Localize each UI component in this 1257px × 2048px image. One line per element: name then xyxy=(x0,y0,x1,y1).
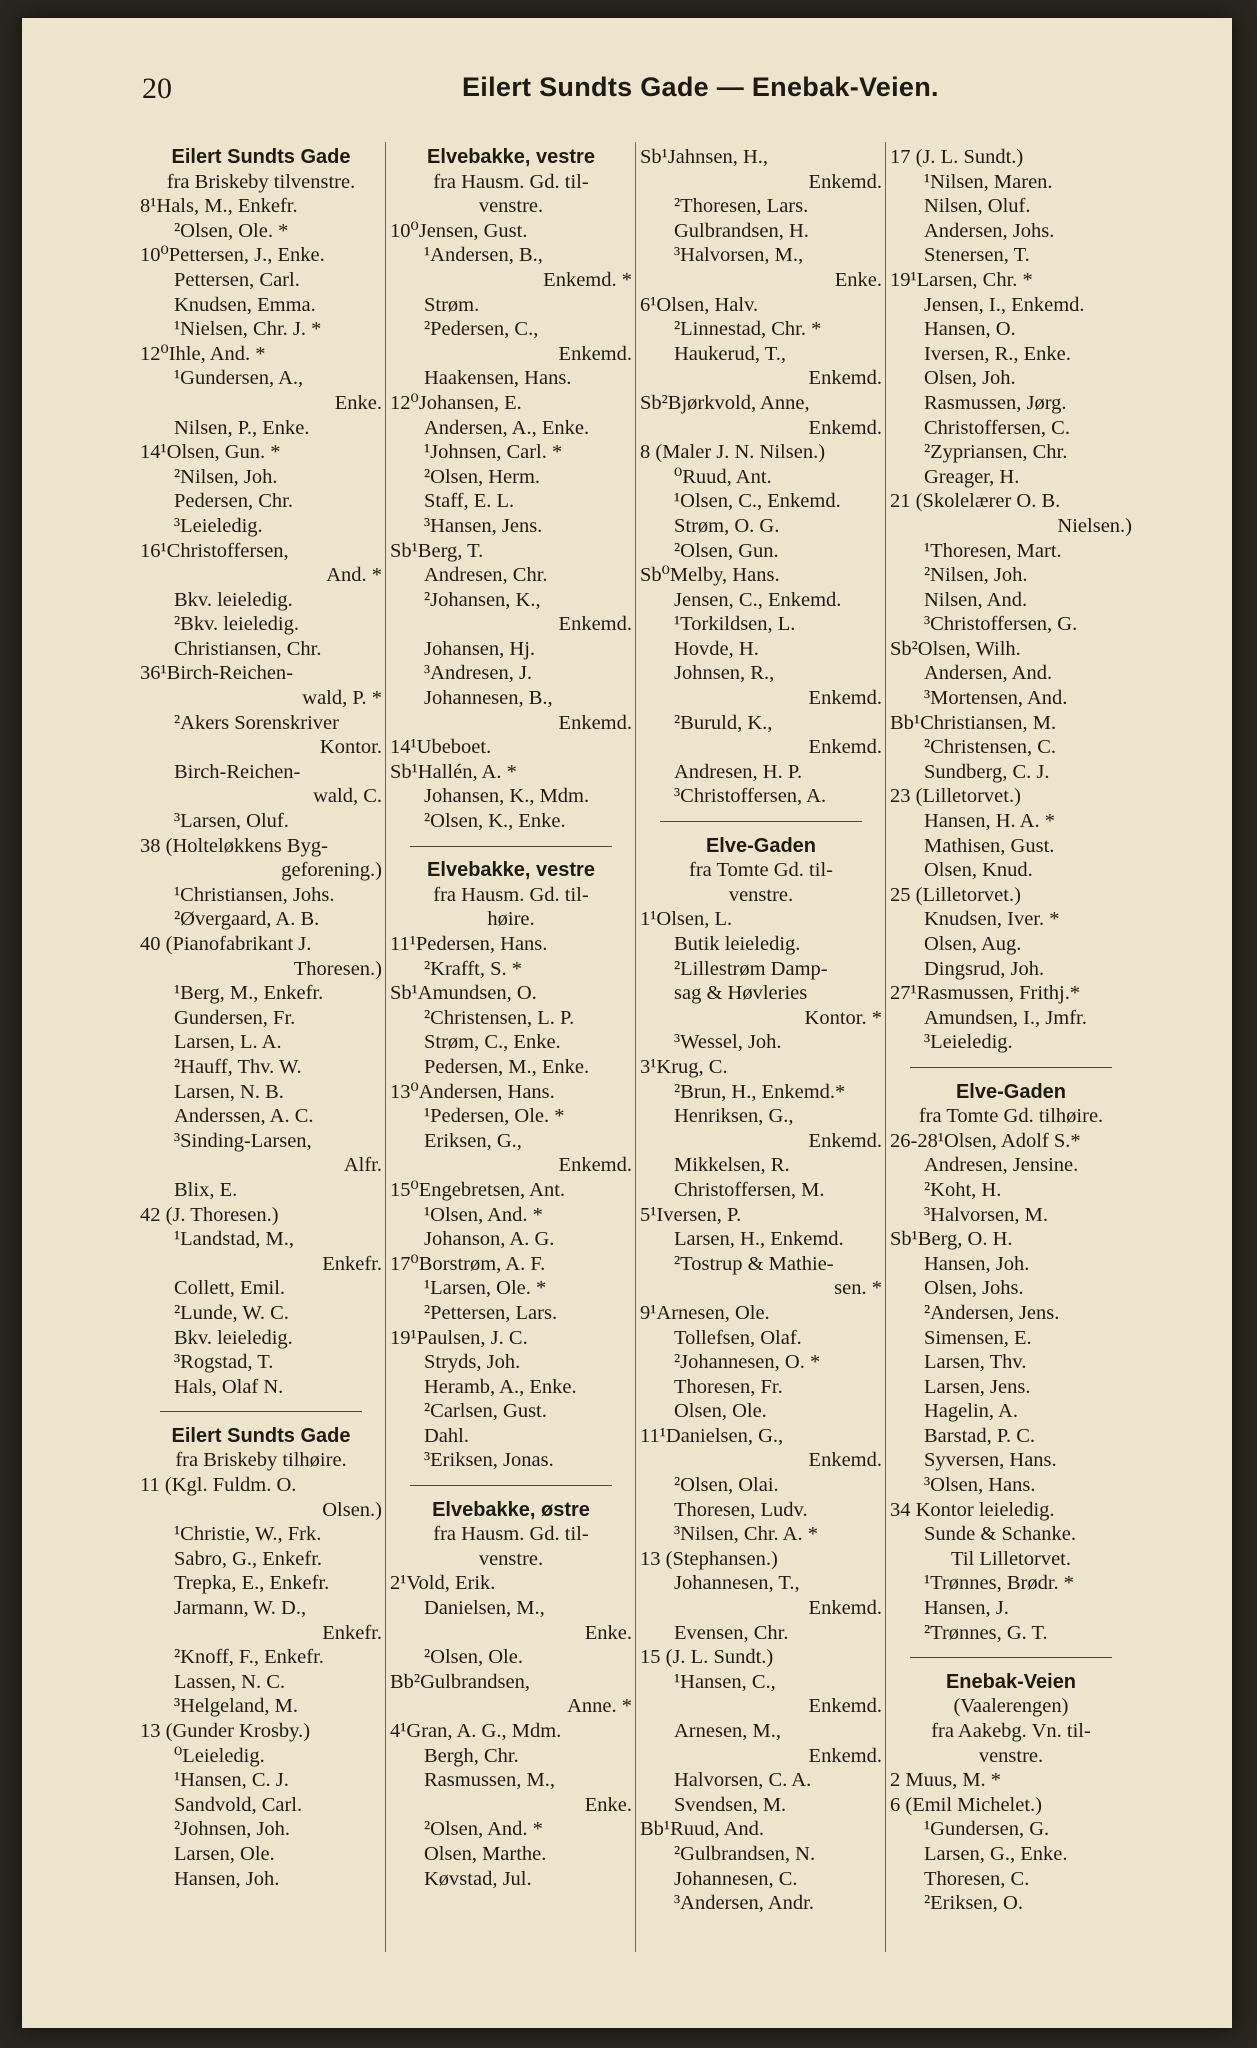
resident-entry: Christiansen, Chr. xyxy=(174,637,322,660)
resident-entry: ²Eriksen, O. xyxy=(924,1892,1023,1915)
address-entry: 12⁰Ihle, And. * xyxy=(140,342,266,365)
resident-entry: Hagelin, A. xyxy=(924,1400,1018,1423)
resident-entry: ³Leieledig. xyxy=(924,1031,1013,1054)
section-separator xyxy=(140,1399,382,1424)
resident-entry: ²Lunde, W. C. xyxy=(174,1301,289,1324)
address-entry: 3¹Krug, C. xyxy=(640,1055,728,1078)
resident-entry: Andresen, H. P. xyxy=(674,760,803,783)
resident-entry: ²Olsen, Herm. xyxy=(424,465,541,488)
resident-entry: ²Bkv. leieledig. xyxy=(174,613,299,636)
street-heading: Eilert Sundts Gade xyxy=(171,1424,351,1447)
resident-entry: ²Johnsen, Joh. xyxy=(174,1818,291,1841)
resident-entry: ¹Gundersen, A., xyxy=(174,367,304,390)
resident-entry: Henriksen, G., xyxy=(674,1105,794,1128)
resident-entry: Hovde, H. xyxy=(674,637,759,660)
resident-entry: Mikkelsen, R. xyxy=(674,1154,790,1177)
street-direction: venstre. xyxy=(478,1547,544,1570)
resident-entry: Andersen, Johs. xyxy=(924,219,1055,242)
entry-continuation: Enkemd. xyxy=(808,367,882,390)
street-direction: fra Aakebg. Vn. til- xyxy=(931,1720,1091,1742)
address-entry: 13⁰Andersen, Hans. xyxy=(390,1080,555,1103)
resident-entry: ²Olsen, Olai. xyxy=(674,1474,779,1497)
resident-entry: Thoresen, C. xyxy=(924,1867,1030,1890)
resident-entry: Sandvold, Carl. xyxy=(174,1793,303,1816)
resident-entry: Knudsen, Emma. xyxy=(174,293,316,316)
resident-entry: ²Krafft, S. * xyxy=(424,957,523,980)
resident-entry: Nilsen, P., Enke. xyxy=(174,416,310,439)
address-entry: Bb¹Ruud, And. xyxy=(640,1818,765,1841)
resident-entry: ²Johannesen, O. * xyxy=(674,1351,821,1374)
resident-entry: ²Olsen, Ole. * xyxy=(174,219,289,242)
resident-entry: Larsen, H., Enkemd. xyxy=(674,1228,844,1251)
resident-entry: Thoresen, Ludv. xyxy=(674,1498,808,1521)
resident-entry: ¹Olsen, C., Enkemd. xyxy=(674,490,841,513)
resident-entry: Butik leieledig. xyxy=(674,933,801,955)
resident-entry: ²Olsen, K., Enke. xyxy=(424,810,566,833)
address-entry: 40 (Pianofabrikant J. xyxy=(140,933,312,955)
resident-entry: ¹Andersen, B., xyxy=(424,244,543,267)
resident-entry: Johansen, K., Mdm. xyxy=(424,785,590,808)
street-direction: Til Lilletorvet. xyxy=(951,1547,1071,1570)
street-direction: venstre. xyxy=(728,883,794,906)
entry-continuation: Anne. * xyxy=(567,1695,632,1718)
resident-entry: ¹Trønnes, Brødr. * xyxy=(924,1572,1075,1595)
resident-entry: Sundberg, C. J. xyxy=(924,760,1050,783)
resident-entry: ²Olsen, Gun. xyxy=(674,539,779,562)
entry-continuation: Enkefr. xyxy=(322,1621,382,1644)
resident-entry: Johnsen, R., xyxy=(674,662,775,685)
resident-entry: Lassen, N. C. xyxy=(174,1670,286,1693)
resident-entry: Strøm, O. G. xyxy=(674,514,780,537)
resident-entry: Bkv. leieledig. xyxy=(174,588,293,611)
resident-entry: ²Brun, H., Enkemd.* xyxy=(674,1080,846,1103)
resident-entry: ²Nilsen, Joh. xyxy=(174,465,278,488)
address-entry: 11 (Kgl. Fuldm. O. xyxy=(140,1474,297,1497)
address-entry: Bb²Gulbrandsen, xyxy=(390,1670,530,1693)
street-heading: Elve-Gaden xyxy=(955,1080,1067,1103)
resident-entry: ²Buruld, K., xyxy=(674,711,773,734)
resident-entry: Olsen, Knud. xyxy=(924,859,1033,882)
resident-entry: ²Olsen, And. * xyxy=(424,1818,543,1841)
resident-entry: Pettersen, Carl. xyxy=(174,268,300,291)
entry-continuation: Enkemd. xyxy=(808,1744,882,1767)
resident-entry: ²Gulbrandsen, N. xyxy=(674,1842,816,1865)
resident-entry: Andersen, And. xyxy=(924,662,1053,685)
running-title: Eilert Sundts Gade — Enebak-Veien. xyxy=(462,72,939,102)
resident-entry: Johanson, A. G. xyxy=(424,1228,555,1251)
entry-continuation: wald, C. xyxy=(313,785,382,808)
resident-entry: ¹Landstad, M., xyxy=(174,1228,295,1251)
entry-continuation: Alfr. xyxy=(343,1154,382,1177)
entry-continuation: Thoresen.) xyxy=(293,957,382,980)
entry-continuation: Enkemd. * xyxy=(543,268,632,291)
resident-entry: ²Christensen, C. xyxy=(924,736,1056,759)
resident-entry: ¹Olsen, And. * xyxy=(424,1203,543,1226)
address-entry: 5¹Iversen, P. xyxy=(640,1203,742,1226)
resident-entry: ¹Pedersen, Ole. * xyxy=(424,1105,565,1128)
resident-entry: ³Andresen, J. xyxy=(424,662,533,685)
resident-entry: ³Mortensen, And. xyxy=(924,687,1068,710)
resident-entry: ²Thoresen, Lars. xyxy=(674,195,809,218)
street-direction: (Vaalerengen) xyxy=(953,1695,1069,1718)
address-entry: 12⁰Johansen, E. xyxy=(390,391,522,414)
address-entry: 14¹Ubeboet. xyxy=(390,736,492,759)
resident-entry: ³Nilsen, Chr. A. * xyxy=(674,1523,818,1546)
resident-entry: Heramb, A., Enke. xyxy=(424,1375,577,1398)
resident-entry: Køvstad, Jul. xyxy=(424,1867,532,1890)
address-entry: 42 (J. Thoresen.) xyxy=(140,1203,279,1226)
address-entry: 10⁰Pettersen, J., Enke. xyxy=(140,244,325,267)
address-entry: 11¹Danielsen, G., xyxy=(640,1424,784,1447)
resident-entry: Johannesen, T., xyxy=(674,1572,800,1595)
resident-entry: ³Olsen, Hans. xyxy=(924,1474,1036,1497)
street-heading: Elvebakke, østre xyxy=(432,1498,590,1521)
resident-entry: ²Øvergaard, A. B. xyxy=(174,908,320,931)
address-entry: 16¹Christoffersen, xyxy=(140,539,289,562)
column-3 xyxy=(640,145,882,2005)
resident-entry: ¹Nilsen, Maren. xyxy=(924,170,1053,193)
resident-entry: ¹Berg, M., Enkefr. xyxy=(174,982,324,1005)
entry-continuation: And. * xyxy=(326,564,382,587)
street-direction: høire. xyxy=(487,908,535,931)
resident-entry: Strøm, C., Enke. xyxy=(424,1031,561,1054)
resident-entry: Dingsrud, Joh. xyxy=(924,957,1045,980)
resident-entry: Knudsen, Iver. * xyxy=(924,908,1060,931)
page-header xyxy=(122,66,1122,116)
resident-entry: ²Andersen, Jens. xyxy=(924,1301,1060,1324)
resident-entry: Evensen, Chr. xyxy=(674,1621,789,1644)
resident-entry: Hansen, O. xyxy=(924,318,1016,341)
resident-entry: ²Koht, H. xyxy=(924,1178,1002,1201)
resident-entry: Jensen, C., Enkemd. xyxy=(674,588,842,611)
resident-entry: Hansen, Joh. xyxy=(924,1252,1030,1275)
resident-entry: Bergh, Chr. xyxy=(424,1744,519,1767)
resident-entry: ²Johansen, K., xyxy=(424,588,541,611)
address-entry: 2¹Vold, Erik. xyxy=(390,1572,496,1595)
address-entry: 19¹Paulsen, J. C. xyxy=(390,1326,528,1349)
resident-entry: Collett, Emil. xyxy=(174,1277,286,1300)
resident-entry: ¹Nielsen, Chr. J. * xyxy=(174,318,322,341)
resident-entry: ²Hauff, Thv. W. xyxy=(174,1055,302,1078)
resident-entry: ²Tostrup & Mathie- xyxy=(674,1252,834,1275)
resident-entry: Larsen, Ole. xyxy=(174,1842,275,1865)
resident-entry: Andresen, Chr. xyxy=(424,564,548,587)
address-entry: 13 (Gunder Krosby.) xyxy=(140,1720,311,1742)
resident-entry: Andresen, Jensine. xyxy=(924,1154,1079,1177)
address-entry: 17⁰Borstrøm, A. F. xyxy=(390,1252,546,1275)
entry-continuation: wald, P. * xyxy=(302,687,382,710)
resident-entry: Bkv. leieledig. xyxy=(174,1326,293,1349)
resident-entry: ²Trønnes, G. T. xyxy=(924,1621,1048,1644)
resident-entry: ³Sinding-Larsen, xyxy=(174,1129,312,1152)
address-entry: 27¹Rasmussen, Frithj.* xyxy=(890,982,1081,1005)
resident-entry: Rasmussen, Jørg. xyxy=(924,391,1067,414)
resident-entry: ²Zypriansen, Chr. xyxy=(924,441,1068,464)
street-direction: fra Tomte Gd. tilhøire. xyxy=(918,1105,1104,1128)
resident-entry: Amundsen, I., Jmfr. xyxy=(924,1006,1087,1029)
street-direction: venstre. xyxy=(478,195,544,218)
resident-entry: ²Linnestad, Chr. * xyxy=(674,318,822,341)
resident-entry: Nilsen, Oluf. xyxy=(924,195,1031,218)
resident-entry: ¹Hansen, C., xyxy=(674,1670,776,1693)
resident-entry: ¹Thoresen, Mart. xyxy=(924,539,1062,562)
address-entry: Sb¹Berg, T. xyxy=(390,539,484,562)
street-direction: fra Hausm. Gd. til- xyxy=(433,883,589,906)
resident-entry: ³Hansen, Jens. xyxy=(424,514,543,537)
entry-continuation: Enke. xyxy=(834,268,882,291)
resident-entry: Andersen, A., Enke. xyxy=(424,416,590,439)
entry-continuation: Nielsen.) xyxy=(1057,514,1132,537)
resident-entry: Olsen, Ole. xyxy=(674,1400,767,1423)
entry-continuation: Enkemd. xyxy=(808,1129,882,1152)
resident-entry: Larsen, G., Enke. xyxy=(924,1842,1068,1865)
resident-entry: Larsen, L. A. xyxy=(174,1031,282,1054)
street-heading: Elvebakke, vestre xyxy=(427,859,595,882)
resident-entry: Sabro, G., Enkefr. xyxy=(174,1547,323,1570)
resident-entry: Strøm. xyxy=(424,293,480,316)
entry-continuation: Enkemd. xyxy=(808,416,882,439)
resident-entry: Olsen, Aug. xyxy=(924,933,1022,955)
street-direction: fra Briskeby tilvenstre. xyxy=(166,170,356,193)
resident-entry: Dahl. xyxy=(424,1424,469,1447)
entry-continuation: Enkemd. xyxy=(558,613,632,636)
street-heading: Elve-Gaden xyxy=(705,834,817,857)
address-entry: 23 (Lilletorvet.) xyxy=(890,785,1021,808)
resident-entry: Sunde & Schanke. xyxy=(924,1523,1077,1546)
address-entry: 8¹Hals, M., Enkefr. xyxy=(140,195,298,218)
resident-entry: Simensen, E. xyxy=(924,1326,1032,1349)
address-entry: Sb²Bjørkvold, Anne, xyxy=(640,391,810,414)
resident-entry: ³Halvorsen, M., xyxy=(674,244,804,267)
address-entry: 6 (Emil Michelet.) xyxy=(890,1793,1042,1816)
resident-entry: Hansen, Joh. xyxy=(174,1867,280,1890)
entry-continuation: Kontor. * xyxy=(804,1006,882,1029)
address-entry: 36¹Birch-Reichen- xyxy=(140,662,294,685)
resident-entry: Barstad, P. C. xyxy=(924,1424,1036,1447)
entry-continuation: geforening.) xyxy=(281,859,382,882)
resident-entry: ¹Johnsen, Carl. * xyxy=(424,441,563,464)
resident-entry: Johannesen, B., xyxy=(424,687,553,710)
resident-entry: Pedersen, Chr. xyxy=(174,490,293,513)
resident-entry: ³Leieledig. xyxy=(174,514,263,537)
resident-entry: Haakensen, Hans. xyxy=(424,367,572,390)
address-entry: 10⁰Jensen, Gust. xyxy=(390,219,528,242)
resident-entry: ²Pedersen, C., xyxy=(424,318,539,341)
address-entry: Sb¹Jahnsen, H., xyxy=(640,146,769,168)
street-direction: fra Hausm. Gd. til- xyxy=(433,170,589,193)
resident-entry: ²Olsen, Ole. xyxy=(424,1646,523,1669)
resident-entry: ²Pettersen, Lars. xyxy=(424,1301,558,1324)
entry-continuation: Enkemd. xyxy=(558,1154,632,1177)
address-entry: 14¹Olsen, Gun. * xyxy=(140,441,281,464)
address-entry: Sb²Olsen, Wilh. xyxy=(890,637,1021,660)
resident-entry: ¹Hansen, C. J. xyxy=(174,1769,289,1792)
resident-entry: ²Knoff, F., Enkefr. xyxy=(174,1646,324,1669)
address-entry: 21 (Skolelærer O. B. xyxy=(890,490,1061,513)
resident-entry: Stenersen, T. xyxy=(924,244,1030,267)
resident-entry: ³Christoffersen, G. xyxy=(924,613,1078,636)
address-entry: 19¹Larsen, Chr. * xyxy=(890,268,1033,291)
resident-entry: ¹Christie, W., Frk. xyxy=(174,1523,322,1546)
resident-entry: Iversen, R., Enke. xyxy=(924,342,1071,365)
column-4 xyxy=(890,145,1132,2005)
resident-entry: ¹Larsen, Ole. * xyxy=(424,1277,547,1300)
address-entry: Sb¹Hallén, A. * xyxy=(390,760,517,783)
address-entry: 17 (J. L. Sundt.) xyxy=(890,146,1024,168)
resident-entry: Eriksen, G., xyxy=(424,1129,522,1152)
resident-entry: Johansen, Hj. xyxy=(424,637,536,660)
resident-entry: Larsen, Thv. xyxy=(924,1351,1027,1374)
resident-entry: ¹Gundersen, G. xyxy=(924,1818,1050,1841)
entry-continuation: Enkemd. xyxy=(808,1449,882,1472)
entry-continuation: Enke. xyxy=(584,1621,632,1644)
resident-entry: ²Akers Sorenskriver xyxy=(174,711,339,734)
resident-entry: sag & Høvleries xyxy=(674,982,808,1005)
entry-continuation: Enkemd. xyxy=(558,711,632,734)
street-heading: Elvebakke, vestre xyxy=(427,146,595,168)
resident-entry: Johannesen, C. xyxy=(674,1867,798,1890)
resident-entry: Anderssen, A. C. xyxy=(174,1105,314,1128)
resident-entry: Jarmann, W. D., xyxy=(174,1597,307,1620)
address-entry: 34 Kontor leieledig. xyxy=(890,1498,1055,1521)
resident-entry: ²Nilsen, Joh. xyxy=(924,564,1028,587)
section-separator xyxy=(390,834,632,859)
resident-entry: Olsen, Johs. xyxy=(924,1277,1024,1300)
column-divider xyxy=(385,142,386,1952)
resident-entry: Larsen, N. B. xyxy=(174,1080,284,1103)
resident-entry: Haukerud, T., xyxy=(674,342,786,365)
resident-entry: Arnesen, M., xyxy=(674,1720,782,1742)
resident-entry: Syversen, Hans. xyxy=(924,1449,1057,1472)
column-divider xyxy=(635,142,636,1952)
resident-entry: Jensen, I., Enkemd. xyxy=(924,293,1085,316)
address-entry: 4¹Gran, A. G., Mdm. xyxy=(390,1720,562,1742)
resident-entry: Staff, E. L. xyxy=(424,490,515,513)
resident-entry: ⁰Ruud, Ant. xyxy=(674,465,772,488)
resident-entry: Olsen, Joh. xyxy=(924,367,1016,390)
resident-entry: ²Carlsen, Gust. xyxy=(424,1400,547,1423)
resident-entry: Olsen, Marthe. xyxy=(424,1842,547,1865)
address-entry: 9¹Arnesen, Ole. xyxy=(640,1301,770,1324)
resident-entry: ³Andersen, Andr. xyxy=(674,1892,814,1915)
resident-entry: Stryds, Joh. xyxy=(424,1351,521,1374)
resident-entry: Greager, H. xyxy=(924,465,1020,488)
street-heading: Enebak-Veien xyxy=(945,1670,1077,1693)
resident-entry: Halvorsen, C. A. xyxy=(674,1769,812,1792)
address-entry: 15⁰Engebretsen, Ant. xyxy=(390,1178,566,1201)
street-direction: venstre. xyxy=(978,1744,1044,1767)
entry-continuation: Enkemd. xyxy=(808,736,882,759)
resident-entry: ³Halvorsen, M. xyxy=(924,1203,1049,1226)
entry-continuation: Enke. xyxy=(334,391,382,414)
resident-entry: ¹Christiansen, Johs. xyxy=(174,883,335,906)
resident-entry: Gulbrandsen, H. xyxy=(674,219,809,242)
resident-entry: ¹Torkildsen, L. xyxy=(674,613,796,636)
entry-continuation: Enkemd. xyxy=(808,687,882,710)
address-entry: 38 (Holteløkkens Byg- xyxy=(140,834,328,857)
entry-continuation: Enkefr. xyxy=(322,1252,382,1275)
address-entry: 2 Muus, M. * xyxy=(890,1769,1002,1792)
resident-entry: ³Eriksen, Jonas. xyxy=(424,1449,554,1472)
street-direction: fra Briskeby tilhøire. xyxy=(175,1449,347,1472)
resident-entry: Hansen, H. A. * xyxy=(924,810,1055,833)
address-entry: 13 (Stephansen.) xyxy=(640,1547,778,1570)
resident-entry: ³Christoffersen, A. xyxy=(674,785,827,808)
address-entry: 11¹Pedersen, Hans. xyxy=(390,933,548,955)
section-separator xyxy=(890,1645,1132,1670)
column-divider xyxy=(885,142,886,1952)
column-2 xyxy=(390,145,632,2005)
resident-entry: ³Larsen, Oluf. xyxy=(174,810,289,833)
resident-entry: Gundersen, Fr. xyxy=(174,1006,296,1029)
address-entry: 6¹Olsen, Halv. xyxy=(640,293,759,316)
address-entry: 26-28¹Olsen, Adolf S.* xyxy=(890,1129,1081,1152)
resident-entry: Svendsen, M. xyxy=(674,1793,787,1816)
resident-entry: ³Helgeland, M. xyxy=(174,1695,298,1718)
address-entry: Sb⁰Melby, Hans. xyxy=(640,564,780,587)
resident-entry: ²Christensen, L. P. xyxy=(424,1006,575,1029)
resident-entry: Birch-Reichen- xyxy=(174,760,301,783)
column-1 xyxy=(140,145,382,2005)
street-direction: fra Hausm. Gd. til- xyxy=(433,1523,589,1546)
resident-entry: Christoffersen, M. xyxy=(674,1178,825,1201)
entry-continuation: Enkemd. xyxy=(808,170,882,193)
entry-continuation: sen. * xyxy=(834,1277,882,1300)
resident-entry: Trepka, E., Enkefr. xyxy=(174,1572,330,1595)
address-entry: Sb¹Amundsen, O. xyxy=(390,982,537,1005)
entry-continuation: Enkemd. xyxy=(558,342,632,365)
section-separator xyxy=(390,1473,632,1498)
street-direction: fra Tomte Gd. til- xyxy=(689,859,833,882)
section-separator xyxy=(640,809,882,834)
resident-entry: Blix, E. xyxy=(174,1178,238,1201)
resident-entry: Hansen, J. xyxy=(924,1597,1009,1620)
entry-continuation: Kontor. xyxy=(319,736,382,759)
resident-entry: Mathisen, Gust. xyxy=(924,834,1055,857)
street-heading: Eilert Sundts Gade xyxy=(171,146,351,168)
resident-entry: Rasmussen, M., xyxy=(424,1769,555,1792)
address-entry: 25 (Lilletorvet.) xyxy=(890,883,1021,906)
resident-entry: Pedersen, M., Enke. xyxy=(424,1055,590,1078)
resident-entry: Danielsen, M., xyxy=(424,1597,545,1620)
address-entry: 15 (J. L. Sundt.) xyxy=(640,1646,774,1669)
resident-entry: ⁰Leieledig. xyxy=(174,1744,265,1767)
entry-continuation: Enkemd. xyxy=(808,1597,882,1620)
resident-entry: Christoffersen, C. xyxy=(924,416,1070,439)
resident-entry: Nilsen, And. xyxy=(924,588,1028,611)
resident-entry: Larsen, Jens. xyxy=(924,1375,1031,1398)
address-entry: 1¹Olsen, L. xyxy=(640,908,733,931)
resident-entry: ³Wessel, Joh. xyxy=(674,1031,782,1054)
resident-entry: Hals, Olaf N. xyxy=(174,1375,284,1398)
address-entry: Bb¹Christiansen, M. xyxy=(890,711,1057,734)
address-entry: Sb¹Berg, O. H. xyxy=(890,1228,1013,1251)
resident-entry: ³Rogstad, T. xyxy=(174,1351,274,1374)
address-entry: 8 (Maler J. N. Nilsen.) xyxy=(640,441,826,464)
resident-entry: Thoresen, Fr. xyxy=(674,1375,783,1398)
entry-continuation: Enke. xyxy=(584,1793,632,1816)
resident-entry: ²Lillestrøm Damp- xyxy=(674,957,828,980)
entry-continuation: Olsen.) xyxy=(322,1498,382,1521)
resident-entry: Tollefsen, Olaf. xyxy=(674,1326,802,1349)
section-separator xyxy=(890,1055,1132,1080)
page-number: 20 xyxy=(142,72,172,105)
entry-continuation: Enkemd. xyxy=(808,1695,882,1718)
